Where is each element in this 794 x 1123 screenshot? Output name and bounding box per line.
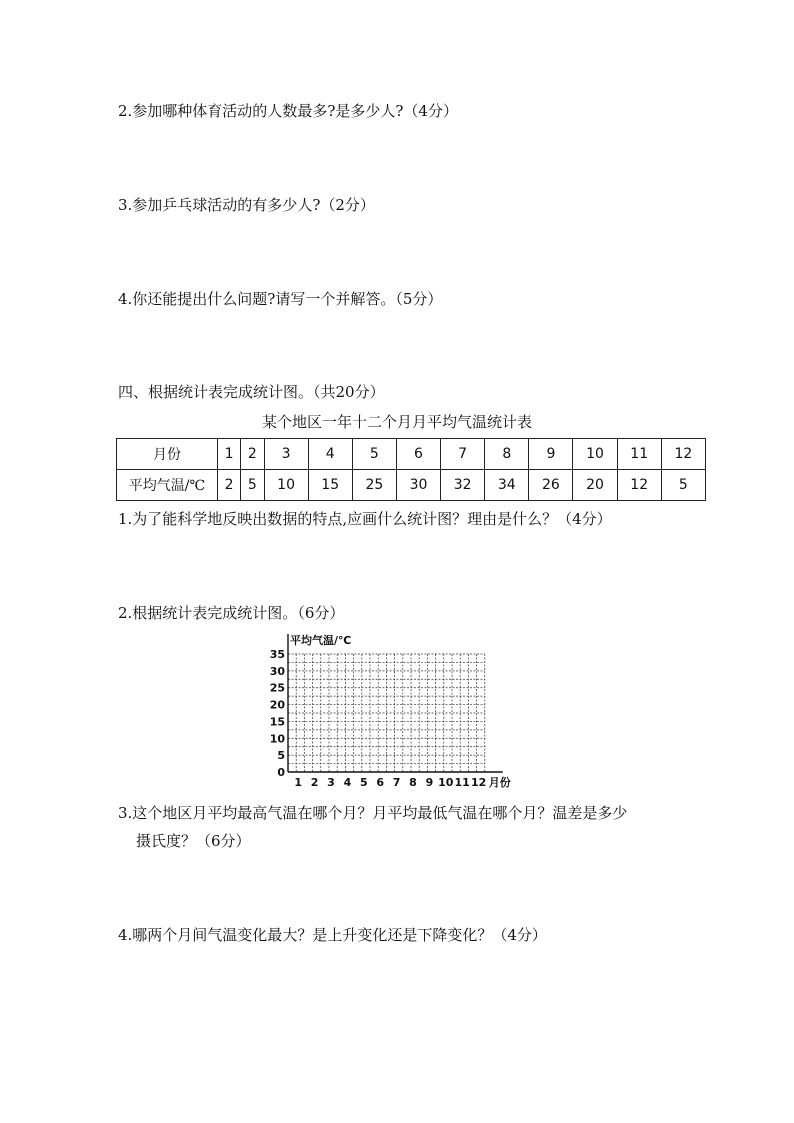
table-cell-temp: 26 xyxy=(529,470,573,501)
table-row-temps xyxy=(117,470,706,501)
question-4-own-question: 4.你还能提出什么问题?请写一个并解答。（5分） xyxy=(118,290,443,308)
table-cell-temp: 10 xyxy=(264,470,308,501)
table-title: 某个地区一年十二个月月平均气温统计表 xyxy=(261,413,532,431)
table-cell-temp: 34 xyxy=(485,470,529,501)
table-cell-temp: 5 xyxy=(661,470,705,501)
table-cell-month: 4 xyxy=(308,439,352,470)
x-tick-label: 1 xyxy=(294,776,303,789)
y-tick-label: 10 xyxy=(269,732,285,746)
section-4-question-3-line-2: 摄氏度？（6分） xyxy=(136,832,251,850)
x-tick-label: 3 xyxy=(327,776,335,789)
y-axis-label: 平均气温/℃ xyxy=(290,634,352,647)
table-cell-month: 10 xyxy=(573,439,617,470)
table-cell-temp: 15 xyxy=(308,470,352,501)
x-tick-label: 10 xyxy=(438,776,454,789)
y-tick-label: 25 xyxy=(269,681,285,695)
table-cell-month: 2 xyxy=(241,439,264,470)
table-cell-month: 5 xyxy=(352,439,396,470)
table-cell-month: 9 xyxy=(529,439,573,470)
x-tick-label: 7 xyxy=(392,776,401,789)
section-4-question-2: 2.根据统计表完成统计图。（6分） xyxy=(118,604,345,622)
table-cell-month: 7 xyxy=(441,439,485,470)
question-3-pingpong: 3.参加乒乓球活动的有多少人?（2分） xyxy=(118,196,375,214)
table-header-month: 月份 xyxy=(117,439,218,470)
section-4-question-4: 4.哪两个月间气温变化最大？是上升变化还是下降变化？（4分） xyxy=(118,926,547,944)
table-header-temp: 平均气温/℃ xyxy=(117,470,218,501)
question-2-sports: 2.参加哪种体育活动的人数最多?是多少人?（4分） xyxy=(118,102,458,120)
section-4-question-3-line-1: 3.这个地区月平均最高气温在哪个月？月平均最低气温在哪个月？温差是多少 xyxy=(118,804,628,822)
table-cell-month: 3 xyxy=(264,439,308,470)
x-tick-label: 11 xyxy=(454,776,470,789)
table-cell-temp: 25 xyxy=(352,470,396,501)
x-tick-label: 12 xyxy=(470,776,487,789)
section-4-heading: 四、根据统计表完成统计图。（共20分） xyxy=(118,383,385,401)
table-cell-temp: 2 xyxy=(218,470,241,501)
temperature-line-chart-grid xyxy=(258,632,538,790)
x-tick-label: 9 xyxy=(425,776,434,789)
table-cell-month: 8 xyxy=(485,439,529,470)
y-tick-label: 15 xyxy=(269,715,285,729)
table-cell-month: 12 xyxy=(661,439,705,470)
table-cell-temp: 5 xyxy=(241,470,264,501)
x-tick-label: 8 xyxy=(409,776,417,789)
x-axis-label: 月份 xyxy=(488,776,511,789)
y-tick-label: 30 xyxy=(269,664,285,678)
table-cell-temp: 20 xyxy=(573,470,617,501)
table-cell-temp: 32 xyxy=(441,470,485,501)
section-4-question-1: 1.为了能科学地反映出数据的特点,应画什么统计图？理由是什么？（4分） xyxy=(118,510,612,528)
y-tick-label: 35 xyxy=(269,648,285,661)
x-tick-label: 6 xyxy=(376,776,385,789)
temperature-table xyxy=(116,438,706,501)
table-cell-temp: 30 xyxy=(396,470,440,501)
table-cell-month: 1 xyxy=(218,439,241,470)
y-tick-label: 0 xyxy=(277,766,285,779)
x-tick-label: 5 xyxy=(359,776,368,789)
table-cell-temp: 12 xyxy=(617,470,661,501)
table-cell-month: 11 xyxy=(617,439,661,470)
y-tick-label: 5 xyxy=(277,749,285,763)
y-tick-label: 20 xyxy=(269,698,285,712)
x-tick-label: 4 xyxy=(343,776,352,789)
table-row-months xyxy=(117,439,706,470)
x-tick-label: 2 xyxy=(310,776,319,789)
table-cell-month: 6 xyxy=(396,439,440,470)
